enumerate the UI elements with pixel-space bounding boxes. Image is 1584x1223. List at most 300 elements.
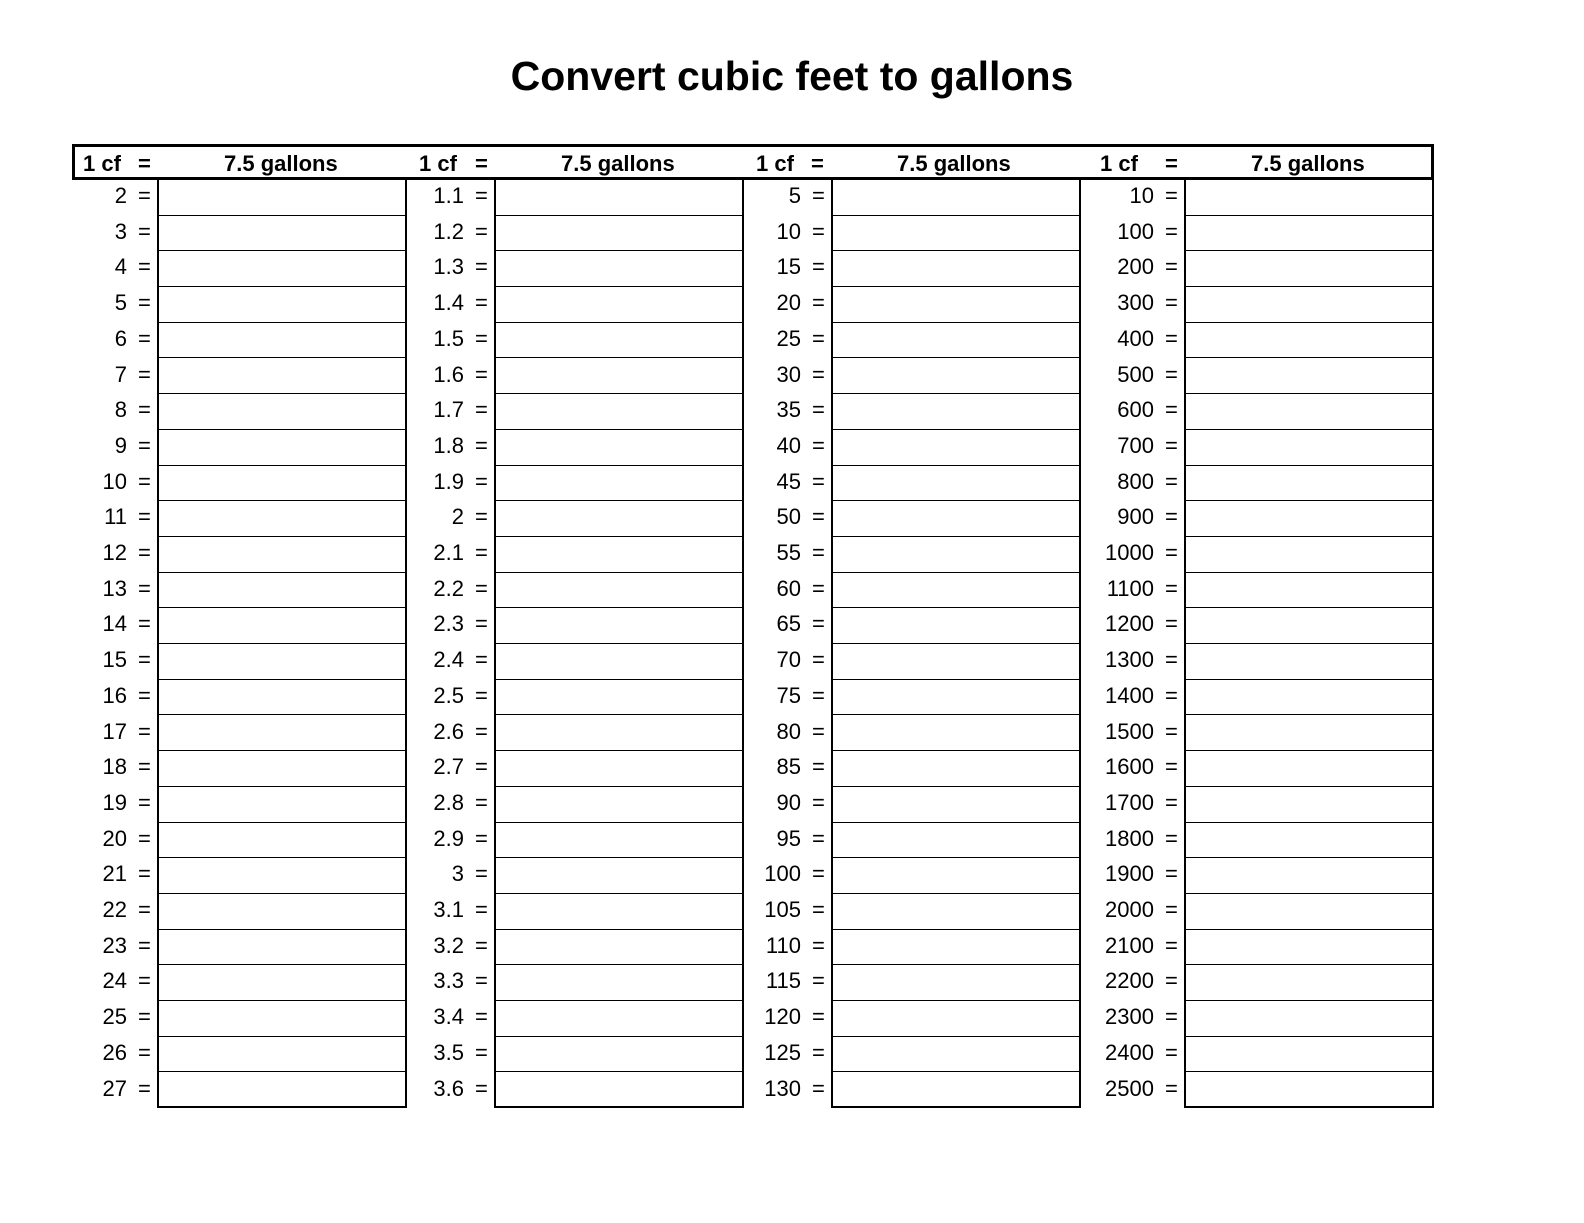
gallons-answer-cell[interactable] [1186, 858, 1432, 894]
cf-value: 1.9 [433, 468, 464, 494]
gallons-answer-cell[interactable] [1186, 466, 1432, 502]
gallons-answer-cell[interactable] [833, 644, 1079, 680]
equals-sign: = [475, 932, 488, 958]
gallons-answer-cell[interactable] [159, 787, 405, 823]
cf-value: 400 [1117, 325, 1154, 351]
gallons-answer-cell[interactable] [496, 323, 742, 359]
equals-sign: = [475, 754, 488, 780]
cf-value: 23 [102, 932, 127, 958]
equals-sign: = [475, 1075, 488, 1101]
gallons-answer-cell[interactable] [159, 751, 405, 787]
cf-value: 10 [102, 468, 127, 494]
gallons-answer-cell[interactable] [159, 466, 405, 502]
cf-value: 10 [1129, 183, 1154, 208]
gallons-answer-cell[interactable] [496, 537, 742, 573]
cf-value: 800 [1117, 468, 1154, 494]
gallons-answer-cell[interactable] [833, 965, 1079, 1001]
equals-sign: = [1165, 861, 1178, 887]
cf-value: 16 [102, 682, 127, 708]
gallons-answer-cell[interactable] [833, 251, 1079, 287]
equals-sign: = [1165, 575, 1178, 601]
gallons-answer-cell[interactable] [496, 716, 742, 752]
gallons-answer-cell[interactable] [1186, 716, 1432, 752]
equals-sign: = [812, 432, 825, 458]
equals-sign: = [1165, 932, 1178, 958]
gallons-answer-cell[interactable] [833, 216, 1079, 252]
equals-sign: = [1165, 504, 1178, 530]
equals-sign: = [138, 325, 151, 351]
equals-sign: = [138, 611, 151, 637]
gallons-answer-cell[interactable] [496, 180, 742, 216]
gallons-answer-cell[interactable] [496, 216, 742, 252]
equals-sign: = [475, 361, 488, 387]
cf-value: 300 [1117, 290, 1154, 316]
equals-sign: = [138, 290, 151, 316]
cf-value: 17 [102, 718, 127, 744]
equals-sign: = [475, 1039, 488, 1065]
equals-sign: = [1165, 432, 1178, 458]
cf-value: 2.4 [433, 647, 464, 673]
equals-sign: = [812, 647, 825, 673]
cf-value: 100 [1117, 218, 1154, 244]
equals-sign: = [475, 432, 488, 458]
header-gallons-label-2: 7.5 gallons [561, 151, 675, 176]
cf-value: 85 [776, 754, 801, 780]
gallons-answer-cell[interactable] [1186, 680, 1432, 716]
equals-sign: = [475, 325, 488, 351]
equals-sign: = [1165, 754, 1178, 780]
gallons-answer-cell[interactable] [159, 323, 405, 359]
gallons-answer-cell[interactable] [159, 501, 405, 537]
gallons-answer-cell[interactable] [159, 716, 405, 752]
gallons-answer-cell[interactable] [833, 359, 1079, 395]
cf-value: 2400 [1105, 1039, 1154, 1065]
equals-sign: = [138, 218, 151, 244]
gallons-answer-cell[interactable] [833, 751, 1079, 787]
gallons-answer-cell[interactable] [159, 1037, 405, 1073]
gallons-answer-cell[interactable] [833, 1001, 1079, 1037]
cf-value: 9 [114, 432, 127, 458]
equals-sign: = [138, 789, 151, 815]
answer-column-2 [494, 178, 744, 1108]
cf-value: 2.6 [433, 718, 464, 744]
cf-value: 80 [776, 718, 801, 744]
gallons-answer-cell[interactable] [833, 573, 1079, 609]
gallons-answer-cell[interactable] [1186, 359, 1432, 395]
gallons-answer-cell[interactable] [833, 394, 1079, 430]
cf-value: 1100 [1106, 575, 1154, 601]
cf-value: 65 [776, 611, 801, 637]
cf-value: 5 [788, 183, 801, 208]
gallons-answer-cell[interactable] [159, 430, 405, 466]
cf-value: 1500 [1105, 718, 1154, 744]
equals-sign: = [1165, 468, 1178, 494]
header-equals-2: = [475, 151, 488, 176]
gallons-answer-cell[interactable] [496, 930, 742, 966]
gallons-answer-cell[interactable] [159, 894, 405, 930]
gallons-answer-cell[interactable] [159, 644, 405, 680]
cf-value: 3.6 [433, 1075, 464, 1101]
cf-value: 2 [114, 183, 127, 208]
header-equals-4: = [1165, 151, 1178, 176]
cf-value: 20 [102, 825, 127, 851]
cf-value: 130 [764, 1075, 801, 1101]
equals-sign: = [138, 718, 151, 744]
cf-value: 110 [765, 932, 801, 958]
cf-value: 25 [102, 1004, 127, 1030]
header-gallons-label-3: 7.5 gallons [897, 151, 1011, 176]
equals-sign: = [812, 1004, 825, 1030]
equals-sign: = [475, 218, 488, 244]
gallons-answer-cell[interactable] [496, 287, 742, 323]
equals-sign: = [475, 1004, 488, 1030]
gallons-answer-cell[interactable] [159, 251, 405, 287]
cf-value: 2.9 [433, 825, 464, 851]
equals-sign: = [475, 647, 488, 673]
gallons-answer-cell[interactable] [1186, 751, 1432, 787]
gallons-answer-cell[interactable] [833, 323, 1079, 359]
gallons-answer-cell[interactable] [833, 787, 1079, 823]
cf-value: 1700 [1105, 789, 1154, 815]
gallons-answer-cell[interactable] [159, 394, 405, 430]
cf-value: 1600 [1105, 754, 1154, 780]
gallons-answer-cell[interactable] [833, 894, 1079, 930]
header-cf-label-4: 1 cf [1100, 151, 1138, 176]
gallons-answer-cell[interactable] [1186, 787, 1432, 823]
equals-sign: = [1165, 254, 1178, 280]
cf-value: 2200 [1105, 968, 1154, 994]
equals-sign: = [812, 789, 825, 815]
cf-value: 1.7 [433, 397, 464, 423]
cf-value: 700 [1117, 432, 1154, 458]
gallons-answer-cell[interactable] [1186, 608, 1432, 644]
equals-sign: = [138, 183, 151, 208]
gallons-answer-cell[interactable] [496, 823, 742, 859]
gallons-answer-cell[interactable] [159, 216, 405, 252]
gallons-answer-cell[interactable] [496, 359, 742, 395]
cf-value: 1800 [1105, 825, 1154, 851]
gallons-answer-cell[interactable] [1186, 894, 1432, 930]
cf-value: 1.3 [433, 254, 464, 280]
cf-value: 14 [102, 611, 127, 637]
cf-value: 1300 [1105, 647, 1154, 673]
gallons-answer-cell[interactable] [1186, 287, 1432, 323]
equals-sign: = [475, 718, 488, 744]
gallons-answer-cell[interactable] [159, 608, 405, 644]
cf-value: 1.4 [433, 290, 464, 316]
equals-sign: = [138, 682, 151, 708]
cf-value: 105 [764, 897, 801, 922]
equals-sign: = [812, 361, 825, 387]
gallons-answer-cell[interactable] [833, 287, 1079, 323]
equals-sign: = [475, 611, 488, 637]
equals-sign: = [138, 575, 151, 601]
gallons-answer-cell[interactable] [159, 573, 405, 609]
equals-sign: = [812, 682, 825, 708]
equals-sign: = [1165, 397, 1178, 423]
gallons-answer-cell[interactable] [496, 1037, 742, 1073]
gallons-answer-cell[interactable] [496, 787, 742, 823]
header-equals-1: = [138, 151, 151, 176]
gallons-answer-cell[interactable] [833, 1073, 1079, 1109]
equals-sign: = [812, 325, 825, 351]
equals-sign: = [812, 611, 825, 637]
gallons-answer-cell[interactable] [159, 930, 405, 966]
cf-value: 900 [1117, 504, 1154, 530]
cf-value: 500 [1117, 361, 1154, 387]
cf-value: 55 [776, 540, 801, 565]
cf-value: 3 [451, 861, 464, 887]
gallons-answer-cell[interactable] [833, 930, 1079, 966]
equals-sign: = [475, 575, 488, 601]
gallons-answer-cell[interactable] [496, 751, 742, 787]
gallons-answer-cell[interactable] [496, 394, 742, 430]
cf-value: 35 [776, 397, 801, 423]
gallons-answer-cell[interactable] [496, 1001, 742, 1037]
cf-value: 2.2 [433, 575, 464, 601]
equals-sign: = [812, 183, 825, 208]
gallons-answer-cell[interactable] [496, 894, 742, 930]
cf-value: 120 [764, 1004, 801, 1030]
equals-sign: = [138, 254, 151, 280]
equals-sign: = [138, 968, 151, 994]
header-equals-3: = [811, 151, 824, 176]
cf-value: 2.8 [433, 789, 464, 815]
equals-sign: = [1165, 1039, 1178, 1065]
cf-value: 12 [102, 540, 127, 565]
gallons-answer-cell[interactable] [1186, 823, 1432, 859]
cf-value: 4 [114, 254, 127, 280]
cf-value: 3.4 [433, 1004, 464, 1030]
cf-value: 90 [776, 789, 801, 815]
gallons-answer-cell[interactable] [496, 858, 742, 894]
equals-sign: = [475, 861, 488, 887]
gallons-answer-cell[interactable] [496, 644, 742, 680]
gallons-answer-cell[interactable] [1186, 1001, 1432, 1037]
gallons-answer-cell[interactable] [1186, 394, 1432, 430]
cf-value: 21 [102, 861, 127, 887]
equals-sign: = [812, 1039, 825, 1065]
gallons-answer-cell[interactable] [159, 680, 405, 716]
equals-sign: = [812, 290, 825, 316]
cf-value: 2300 [1105, 1004, 1154, 1030]
gallons-answer-cell[interactable] [159, 1001, 405, 1037]
cf-value: 1.2 [433, 218, 464, 244]
gallons-answer-cell[interactable] [496, 501, 742, 537]
equals-sign: = [812, 254, 825, 280]
cf-value: 100 [764, 861, 801, 887]
gallons-answer-cell[interactable] [159, 858, 405, 894]
cf-value: 1000 [1105, 540, 1154, 565]
cf-value: 3.5 [433, 1039, 464, 1065]
gallons-answer-cell[interactable] [1186, 430, 1432, 466]
equals-sign: = [812, 932, 825, 958]
cf-value: 2.7 [433, 754, 464, 780]
cf-value: 26 [102, 1039, 127, 1065]
equals-sign: = [1165, 540, 1178, 565]
cf-value: 25 [776, 325, 801, 351]
cf-value: 115 [765, 968, 801, 994]
equals-sign: = [138, 861, 151, 887]
equals-sign: = [475, 825, 488, 851]
cf-value: 2100 [1105, 932, 1154, 958]
equals-sign: = [475, 968, 488, 994]
gallons-answer-cell[interactable] [833, 180, 1079, 216]
equals-sign: = [138, 1004, 151, 1030]
gallons-answer-cell[interactable] [159, 965, 405, 1001]
cf-value: 1900 [1105, 861, 1154, 887]
equals-sign: = [1165, 218, 1178, 244]
cf-value: 1.5 [433, 325, 464, 351]
page-title: Convert cubic feet to gallons [510, 53, 1074, 99]
cf-value: 8 [114, 397, 127, 423]
equals-sign: = [1165, 825, 1178, 851]
equals-sign: = [475, 290, 488, 316]
gallons-answer-cell[interactable] [1186, 323, 1432, 359]
cf-value: 15 [102, 647, 127, 673]
gallons-answer-cell[interactable] [1186, 1073, 1432, 1109]
gallons-answer-cell[interactable] [159, 359, 405, 395]
cf-value: 2000 [1105, 897, 1154, 922]
gallons-answer-cell[interactable] [1186, 501, 1432, 537]
cf-value: 600 [1117, 397, 1154, 423]
header-gallons-label-1: 7.5 gallons [224, 151, 338, 176]
equals-sign: = [138, 932, 151, 958]
cf-value: 22 [102, 897, 127, 922]
equals-sign: = [138, 754, 151, 780]
gallons-answer-cell[interactable] [1186, 1037, 1432, 1073]
cf-value: 45 [776, 468, 801, 494]
gallons-answer-cell[interactable] [496, 680, 742, 716]
cf-value: 1.1 [433, 183, 464, 208]
cf-value: 70 [776, 647, 801, 673]
cf-value: 1200 [1105, 611, 1154, 637]
gallons-answer-cell[interactable] [833, 501, 1079, 537]
cf-value: 200 [1117, 254, 1154, 280]
gallons-answer-cell[interactable] [1186, 930, 1432, 966]
equals-sign: = [812, 754, 825, 780]
equals-sign: = [475, 504, 488, 530]
cf-value: 13 [102, 575, 127, 601]
cf-value: 2.5 [433, 682, 464, 708]
gallons-answer-cell[interactable] [496, 608, 742, 644]
equals-sign: = [1165, 968, 1178, 994]
cf-value: 30 [776, 361, 801, 387]
gallons-answer-cell[interactable] [833, 716, 1079, 752]
gallons-answer-cell[interactable] [833, 537, 1079, 573]
equals-sign: = [812, 1075, 825, 1101]
cf-value: 1.8 [433, 432, 464, 458]
equals-sign: = [1165, 183, 1178, 208]
equals-sign: = [1165, 789, 1178, 815]
gallons-answer-cell[interactable] [159, 537, 405, 573]
gallons-answer-cell[interactable] [833, 858, 1079, 894]
equals-sign: = [138, 825, 151, 851]
equals-sign: = [1165, 290, 1178, 316]
equals-sign: = [1165, 611, 1178, 637]
gallons-answer-cell[interactable] [496, 573, 742, 609]
header-cf-label-2: 1 cf [419, 151, 457, 176]
gallons-answer-cell[interactable] [159, 287, 405, 323]
equals-sign: = [812, 897, 825, 922]
equals-sign: = [812, 218, 825, 244]
cf-value: 10 [776, 218, 801, 244]
gallons-answer-cell[interactable] [496, 251, 742, 287]
gallons-answer-cell[interactable] [159, 180, 405, 216]
equals-sign: = [138, 1039, 151, 1065]
cf-value: 125 [764, 1039, 801, 1065]
equals-sign: = [138, 432, 151, 458]
cf-value: 3.2 [433, 932, 464, 958]
cf-value: 40 [776, 432, 801, 458]
gallons-answer-cell[interactable] [833, 466, 1079, 502]
gallons-answer-cell[interactable] [1186, 251, 1432, 287]
equals-sign: = [1165, 897, 1178, 922]
equals-sign: = [475, 254, 488, 280]
cf-value: 15 [776, 254, 801, 280]
cf-value: 1.6 [433, 361, 464, 387]
cf-value: 3.1 [433, 897, 464, 922]
cf-value: 2.3 [433, 611, 464, 637]
equals-sign: = [812, 397, 825, 423]
gallons-answer-cell[interactable] [833, 608, 1079, 644]
header-cf-label-3: 1 cf [756, 151, 794, 176]
cf-value: 2500 [1105, 1075, 1154, 1101]
gallons-answer-cell[interactable] [1186, 180, 1432, 216]
equals-sign: = [1165, 718, 1178, 744]
equals-sign: = [1165, 325, 1178, 351]
gallons-answer-cell[interactable] [496, 965, 742, 1001]
gallons-answer-cell[interactable] [496, 466, 742, 502]
gallons-answer-cell[interactable] [159, 823, 405, 859]
cf-value: 20 [776, 290, 801, 316]
equals-sign: = [138, 468, 151, 494]
gallons-answer-cell[interactable] [1186, 644, 1432, 680]
equals-sign: = [138, 540, 151, 565]
equals-sign: = [812, 718, 825, 744]
cf-value: 19 [102, 789, 127, 815]
cf-value: 6 [114, 325, 127, 351]
cf-value: 27 [102, 1075, 127, 1101]
header-cf-label-1: 1 cf [83, 151, 121, 176]
gallons-answer-cell[interactable] [833, 1037, 1079, 1073]
gallons-answer-cell[interactable] [1186, 537, 1432, 573]
equals-sign: = [1165, 1004, 1178, 1030]
equals-sign: = [812, 504, 825, 530]
gallons-answer-cell[interactable] [496, 1073, 742, 1109]
gallons-answer-cell[interactable] [1186, 965, 1432, 1001]
gallons-answer-cell[interactable] [159, 1073, 405, 1109]
gallons-answer-cell[interactable] [833, 430, 1079, 466]
gallons-answer-cell[interactable] [1186, 573, 1432, 609]
equals-sign: = [1165, 361, 1178, 387]
equals-sign: = [812, 540, 825, 565]
cf-value: 2 [451, 504, 464, 530]
cf-value: 18 [102, 754, 127, 780]
gallons-answer-cell[interactable] [833, 680, 1079, 716]
gallons-answer-cell[interactable] [496, 430, 742, 466]
gallons-answer-cell[interactable] [1186, 216, 1432, 252]
cf-value: 24 [102, 968, 127, 994]
cf-value: 3 [114, 218, 127, 244]
equals-sign: = [475, 468, 488, 494]
equals-sign: = [475, 897, 488, 922]
cf-value: 1400 [1105, 682, 1154, 708]
cf-value: 75 [776, 682, 801, 708]
equals-sign: = [475, 540, 488, 565]
cf-value: 7 [114, 361, 127, 387]
gallons-answer-cell[interactable] [833, 823, 1079, 859]
